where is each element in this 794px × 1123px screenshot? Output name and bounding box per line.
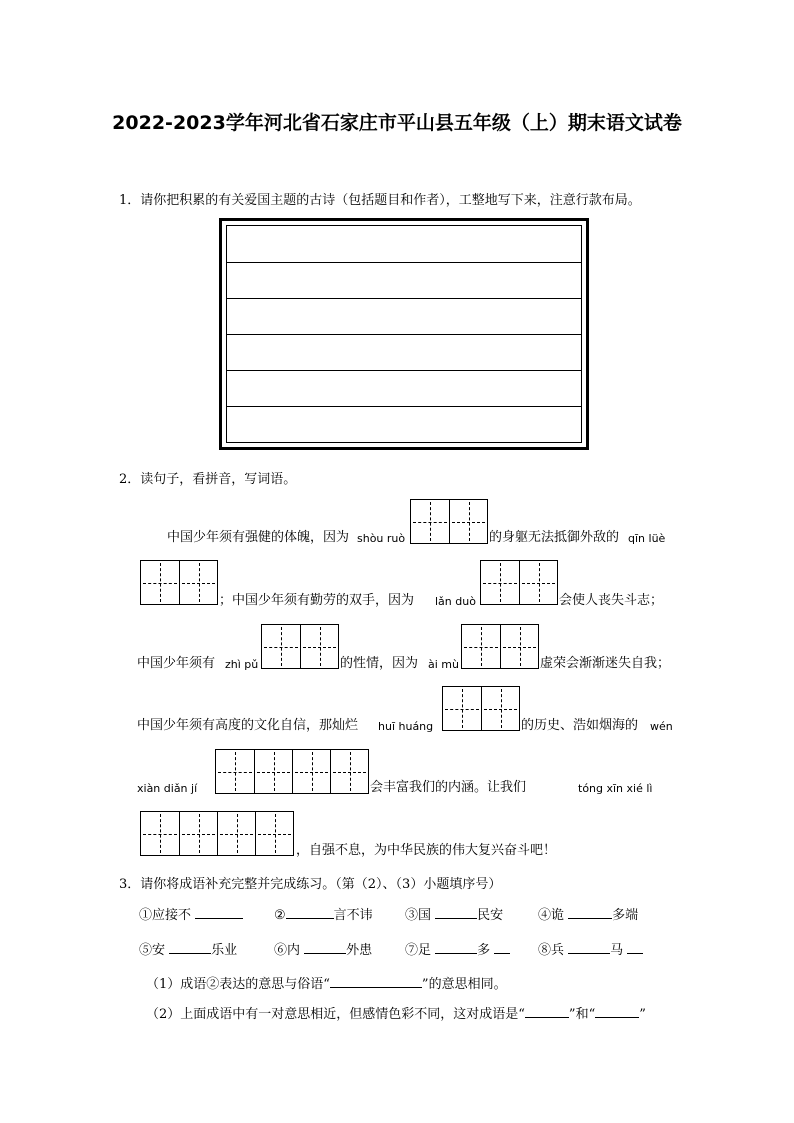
- idiom-1: ①应接不: [139, 906, 243, 924]
- pinyin-tongxinxieli: tóng xīn xié lì: [578, 782, 653, 795]
- answer-grid-zhipu[interactable]: [261, 624, 339, 669]
- idiom-3: ③国 民安: [405, 908, 504, 923]
- pinyin-landuo: lǎn duò: [435, 595, 476, 608]
- sentence-text: 会丰富我们的内涵。让我们: [370, 780, 527, 795]
- idiom-blank[interactable]: [568, 906, 612, 919]
- answer-grid-aimu[interactable]: [461, 624, 539, 669]
- sentence-text: 中国少年须有: [137, 656, 216, 671]
- idiom-8: ⑧兵 马: [538, 941, 643, 959]
- answer-blank[interactable]: [525, 1005, 569, 1018]
- pinyin-qinlue: qīn lüè: [628, 532, 666, 545]
- answer-blank[interactable]: [330, 975, 422, 988]
- sentence-text: 中国少年须有高度的文化自信，那灿烂: [137, 718, 359, 733]
- idiom-4: ④诡 多端: [538, 908, 639, 923]
- idiom-blank[interactable]: [286, 906, 334, 919]
- idiom-blank[interactable]: [568, 941, 610, 954]
- pinyin-shouruo: shòu ruò: [357, 532, 406, 545]
- pinyin-aimu: ài mù: [428, 658, 459, 671]
- idiom-blank[interactable]: [195, 906, 243, 919]
- sentence-text: ，自强不息，为中华民族的伟大复兴奋斗吧！: [296, 843, 557, 858]
- answer-grid-shouruo[interactable]: [410, 499, 488, 544]
- idiom-blank[interactable]: [169, 941, 211, 954]
- answer-grid-huihuang[interactable]: [442, 686, 520, 731]
- pinyin-zhipu: zhì pǔ: [225, 658, 259, 671]
- idiom-blank[interactable]: [435, 941, 477, 954]
- writing-frame[interactable]: [219, 218, 589, 450]
- writing-line: [227, 406, 581, 407]
- page-title: 2022-2023学年河北省石家庄市平山县五年级（上）期末语文试卷: [112, 112, 682, 134]
- sentence-text: 的历史、浩如烟海的: [521, 718, 639, 733]
- idiom-7: ⑦足 多: [405, 941, 510, 959]
- sentence-text: 的身躯无法抵御外敌的: [489, 530, 620, 545]
- sentence-text: ；中国少年须有勤劳的双手，因为: [219, 593, 415, 608]
- writing-line: [227, 298, 581, 299]
- sentence-text: 的性情，因为: [340, 656, 419, 671]
- answer-grid-landuo[interactable]: [480, 560, 558, 605]
- sentence-text: 虚荣会渐渐迷失自我；: [540, 656, 671, 671]
- sub-question-1: （1）成语②表达的意思与俗语“ ”的意思相同。: [146, 977, 507, 992]
- writing-line: [227, 370, 581, 371]
- question-3-heading: 3．请你将成语补充完整并完成练习。（第（2）、（3）小题填序号）: [119, 877, 502, 892]
- question-1: 1．请你把积累的有关爱国主题的古诗（包括题目和作者），工整地写下来，注意行款布局。: [119, 193, 641, 208]
- sub-question-2: （2）上面成语中有一对意思相近，但感情色彩不同，这对成语是“ ”和“ ”: [146, 1007, 646, 1022]
- answer-grid-qinlue[interactable]: [140, 560, 218, 605]
- answer-grid-tongxinxieli[interactable]: [140, 811, 294, 856]
- idiom-blank[interactable]: [494, 941, 510, 954]
- writing-line: [227, 334, 581, 335]
- answer-grid-wenxiandianji[interactable]: [215, 749, 369, 794]
- pinyin-xiandianji: xiàn diǎn jí: [137, 782, 198, 795]
- idiom-blank[interactable]: [435, 906, 477, 919]
- idiom-blank[interactable]: [627, 941, 643, 954]
- pinyin-wen: wén: [650, 720, 673, 733]
- idiom-blank[interactable]: [304, 941, 346, 954]
- sentence-text: 中国少年须有强健的体魄，因为: [167, 530, 350, 545]
- writing-line: [227, 262, 581, 263]
- idiom-2: ② 言不讳: [274, 908, 373, 923]
- idiom-6: ⑥内 外患: [274, 943, 373, 958]
- question-2-heading: 2．读句子，看拼音，写词语。: [119, 472, 297, 487]
- sentence-text: 会使人丧失斗志；: [559, 593, 664, 608]
- idiom-5: ⑤安 乐业: [139, 943, 238, 958]
- answer-blank[interactable]: [595, 1005, 639, 1018]
- pinyin-huihuang: huī huáng: [378, 720, 434, 733]
